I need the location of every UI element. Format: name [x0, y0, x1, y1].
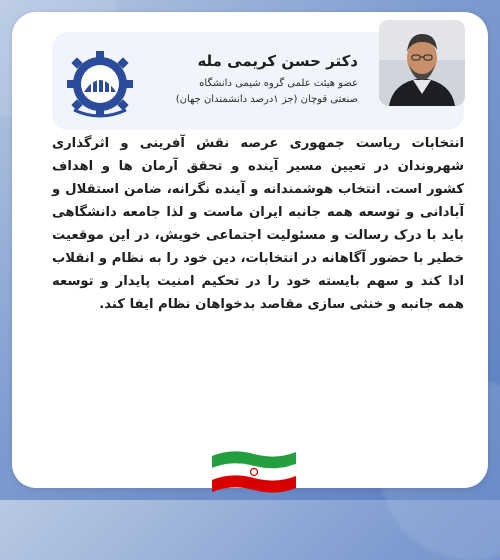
statement-text: انتخابات ریاست جمهوری عرصه نقش آفرینی و اثرگذاری شهروندان در تعیین مسیر آینده و تحقق آرمان ها و اهداف کشور است. انتخاب هوشمندانه و آینده نگرانه، ضامن استقلال و آبادانی و توسعه همه جانبه ایران ماست و لذا جامعه دانشگاهی باید با درک رسالت و مسئولیت اجتماعی خویش، در این موقعیت خطیر با حضور آگاهانه در انتخابات، دین خود را به نظام و انقلاب ادا کند و سهم بایسته خود را در تحکیم امنیت پایدار و توسعه همه جانبه و خنثی سازی مقاصد بدخواهان نظام ایفا کند. — [52, 136, 464, 312]
person-title-line-2: صنعتی قوچان (جز ۱درصد دانشمندان جهان) — [175, 94, 358, 105]
iran-flag — [208, 446, 300, 494]
statement-card — [12, 12, 488, 488]
person-title-line-1: عضو هیئت علمی گروه شیمی دانشگاه — [199, 78, 358, 89]
person-name: دکتر حسن کریمی مله — [197, 52, 358, 70]
profile-photo — [379, 20, 465, 106]
university-logo — [62, 48, 138, 124]
